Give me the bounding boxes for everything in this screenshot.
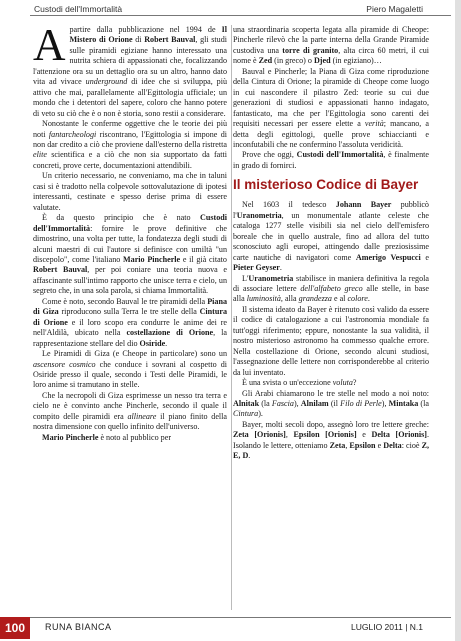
paragraph: Bayer, molti secoli dopo, assegnò loro tre lettere greche: Zeta [Orionis], Epsilon [Orionis] e Delta [Orionis]. Isolando le lettere, otteniamo Zeta, Epsilon e Delta: cioè Z, E, D. [233,419,429,461]
section-title: Il misterioso Codice di Bayer [233,177,419,193]
right-column [233,25,429,610]
paragraph-intro: Apartire dalla pubblicazione nel 1994 de Il Mistero di Orione di Robert Bauval, gli studi sulle piramidi egiziane hanno interessato una nutrita schiera di appassionati che, focalizzando l'attenzione ora su un dettaglio ora su un altro, hanno dato vita ad vivace underground di idee che si sviluppa, più attivo che mai, parallelamente all'Egittologia ufficiale; un mondo che i detentori del sapere, coloro che hanno potere di veto su ciò che è o non è storia, sono restii a considerare. [33,25,227,118]
paragraph: Mario Pincherle è noto al pubblico per [42,432,172,442]
paragraph: Come è noto, secondo Bauval le tre piramidi della Piana di Giza riproducono sulla Terra le tre stelle della Cintura di Orione e il loro scopo era condurre le anime dei re nell'Aldilà, ubicato nella costellazione di Orione, la rappresentazione stellare del dio Osiride. [33,296,227,348]
magazine-name: RUNA BIANCA [45,622,112,632]
column-divider [231,25,232,610]
page-number: 100 [0,617,30,639]
paragraph: Il sistema ideato da Bayer è ritenuto così valido da essere il codice di catalogazione a cui l'astronomia mondiale fa tutt'oggi riferimento; eppure, nonostante la sua validità, il nostro misterioso astronomo ha commesso qualche errore. Nella costellazione di Orione, secondo alcuni studiosi, l'assegnazione delle lettere non corrisponderebbe al criterio da lui inventato. [233,304,429,377]
paragraph: Le Piramidi di Giza (e Cheope in particolare) sono un ascensore cosmico che conduce i sovrani al cospetto di Osiride presso il quale, secondo i Testi delle Piramidi, le loro anime si tramutano in stelle. [33,349,227,390]
paragraph: È una svista o un'eccezione voluta? [242,378,357,388]
left-column [33,25,227,610]
paragraph: È da questo principio che è nato Custodi dell'Immortalità: fornire le prove definitive che dimostrino, una volta per tutte, la fondatezza degli studi di alcuni maestri di cui l'autore si definisce con umiltà "un discepolo", come l'italiano Mario Pincherle e il già citato Robert Bauval, per poi coniare una teoria nuova e affascinante sull'intimo rapporto che unisce terra e cielo, un segreto che, in una sola parola, si chiama Immortalità. [33,213,227,296]
issue-label: LUGLIO 2011 | N.1 [351,622,423,632]
footer-rule [30,617,451,618]
paragraph: L'Uranometria stabilisce in maniera definitiva la regola di associare lettere dell'alfabeto greco alle stelle, in base alla luminosità, alla grandezza e al colore. [233,273,429,304]
page-header [0,0,461,17]
page-footer [0,617,461,641]
paragraph: una straordinaria scoperta legata alla piramide di Cheope: Pincherle rilevò che la parte interna della Grande Piramide custodiva una torre di granito, alta circa 60 metri, il cui nome è Zed (in greco) o Djed (in egiziano)… [233,25,429,66]
header-rule [30,15,451,16]
paragraph: Nel 1603 il tedesco Johann Bayer pubblicò l'Uranometria, un monumentale atlante celeste che cataloga 1277 stelle visibili sia nel cielo dell'emisfero boreale che in quello australe, fino ad allora del tutto sconosciuto agli europei, attingendo dalle preziosissime carte nautiche di navigatori come Amerigo Vespucci e Pieter Geyser. [233,200,429,273]
paragraph: Prove che oggi, Custodi dell'Immortalità, è finalmente in grado di fornirci. [233,150,429,170]
paragraph: Che la necropoli di Giza esprimesse un nesso tra terra e cielo ne è convinto anche Pincherle, secondo il quale il compito delle piramidi era allineare il piano finito della nostra dimensione con quello infinito dell'universo. [33,390,227,432]
paragraph: Nonostante le conferme oggettive che le teorie dei più noti fantarcheologi riscontrano, l'Egittologia si impone di non dar credito a ciò che proviene dall'esterno della ristretta elite scientifica e a ciò che non sia supportato da fatti concreti, prove certe, documentazioni attendibili. [33,119,227,170]
drop-cap: A [33,25,66,70]
running-title: Custodi dell'Immortalità [34,4,123,14]
paragraph: Gli Arabi chiamarono le tre stelle nel modo a noi noto: Alnitak (la Fascia), Alnilam (il Filo di Perle), Mintaka (la Cintura). [233,388,429,419]
paragraph: Un criterio necessario, ne conveniamo, ma che in taluni casi si è tradotto nella colpevole sottovalutazione di ipotesi interessanti, cestinate e spesso derise prima di essere valutate. [33,171,227,212]
page-edge [455,0,461,641]
paragraph: Bauval e Pincherle; la Piana di Giza come riproduzione della Cintura di Orione; la piramide di Cheope come luogo in cui nascondere il pilastro Zed: teorie su cui due generazioni di studiosi e appassionati hanno indagato, fantasticato, ma che per l'Egittologia sono carenti dei requisiti necessari per essere elette a verità; mancano, a detta degli egittologi, quelle prove schiaccianti e inconfutabili che ne confermino l'assoluta veridicità. [233,66,429,149]
author-name: Piero Magaletti [366,4,423,14]
